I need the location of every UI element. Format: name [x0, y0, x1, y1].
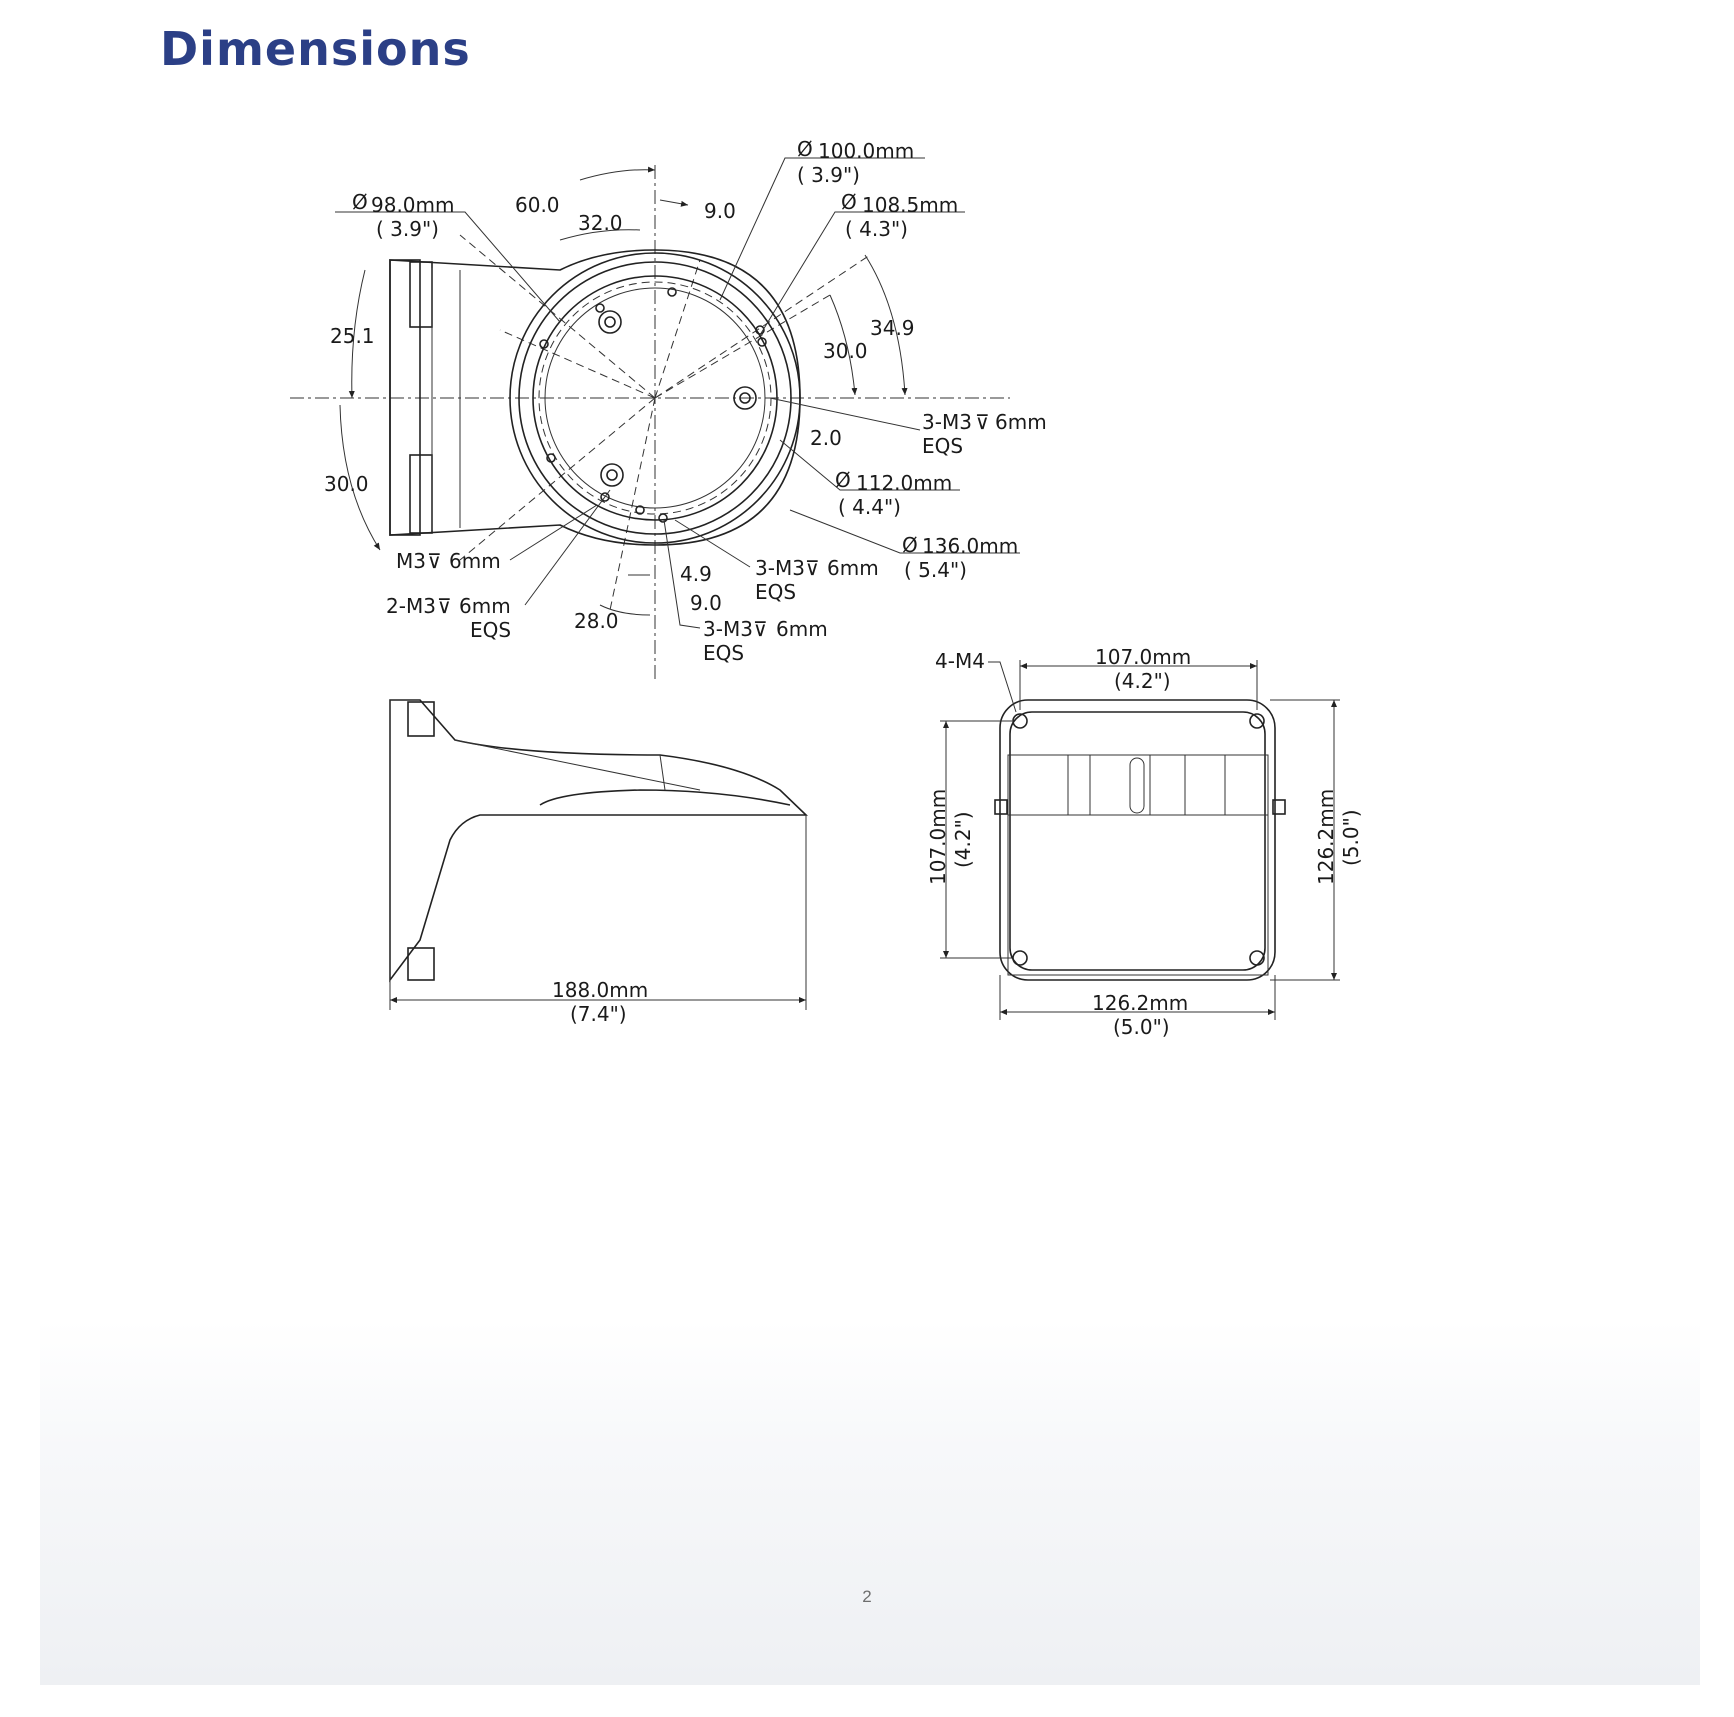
side-view [390, 700, 806, 1026]
svg-text:6mm: 6mm [995, 410, 1047, 434]
svg-text:6mm: 6mm [776, 617, 828, 641]
angle-9-bottom: 9.0 [690, 591, 722, 615]
svg-text:EQS: EQS [470, 618, 512, 642]
svg-text:Ø: Ø [797, 137, 813, 161]
svg-text:EQS: EQS [703, 641, 745, 665]
dim-d100: 100.0mm [818, 139, 915, 163]
side-width-mm: 188.0mm [552, 978, 649, 1002]
back-width-mm: 126.2mm [1092, 991, 1189, 1015]
svg-text:6mm: 6mm [459, 594, 511, 618]
svg-text:EQS: EQS [755, 580, 797, 604]
dim-d112: 112.0mm [856, 471, 953, 495]
dim-d136-in: ( 5.4") [904, 558, 967, 582]
hole-2m3: 2-M3 [386, 594, 436, 618]
back-height-in: (5.0") [1339, 809, 1363, 866]
page-title: Dimensions [160, 22, 471, 76]
back-view [926, 645, 1363, 1039]
page-number: 2 [862, 1587, 872, 1606]
hole-3m3-a: 3-M3 [922, 410, 972, 434]
back-spacing-h-in: (4.2") [1114, 669, 1171, 693]
hole-m3: M3 [396, 549, 426, 573]
svg-text:Ø: Ø [902, 533, 918, 557]
svg-text:⊽: ⊽ [427, 549, 442, 573]
dim-d108: 108.5mm [862, 193, 959, 217]
back-width-in: (5.0") [1113, 1015, 1170, 1039]
angle-60: 60.0 [515, 193, 560, 217]
hole-3m3-c: 3-M3 [703, 617, 753, 641]
angle-30-left: 30.0 [324, 472, 369, 496]
dim-d108-in: ( 4.3") [845, 217, 908, 241]
angle-28: 28.0 [574, 609, 619, 633]
svg-text:EQS: EQS [922, 434, 964, 458]
svg-text:⊽: ⊽ [437, 594, 452, 618]
svg-text:6mm: 6mm [449, 549, 501, 573]
angle-2: 2.0 [810, 426, 842, 450]
back-holes-label: 4-M4 [935, 649, 985, 673]
svg-text:⊽: ⊽ [805, 556, 820, 580]
back-spacing-v-in: (4.2") [951, 811, 975, 868]
svg-text:⊽: ⊽ [975, 410, 990, 434]
back-spacing-h-mm: 107.0mm [1095, 645, 1192, 669]
svg-text:Ø: Ø [352, 190, 368, 214]
dim-d98: 98.0mm [371, 193, 455, 217]
top-view [290, 137, 1047, 680]
angle-25-1: 25.1 [330, 324, 375, 348]
dim-d112-in: ( 4.4") [838, 495, 901, 519]
angle-34-9: 34.9 [870, 316, 915, 340]
angle-30-right: 30.0 [823, 339, 868, 363]
dim-d98-in: ( 3.9") [376, 217, 439, 241]
back-height-mm: 126.2mm [1314, 788, 1338, 885]
svg-text:⊽: ⊽ [753, 617, 768, 641]
svg-text:Ø: Ø [835, 468, 851, 492]
hole-3m3-b: 3-M3 [755, 556, 805, 580]
angle-4-9: 4.9 [680, 562, 712, 586]
angle-32: 32.0 [578, 211, 623, 235]
svg-text:Ø: Ø [841, 190, 857, 214]
dim-d136: 136.0mm [922, 534, 1019, 558]
angle-9-top: 9.0 [704, 199, 736, 223]
side-width-in: (7.4") [570, 1002, 627, 1026]
dim-d100-in: ( 3.9") [797, 163, 860, 187]
back-spacing-v-mm: 107.0mm [926, 788, 950, 885]
svg-text:6mm: 6mm [827, 556, 879, 580]
